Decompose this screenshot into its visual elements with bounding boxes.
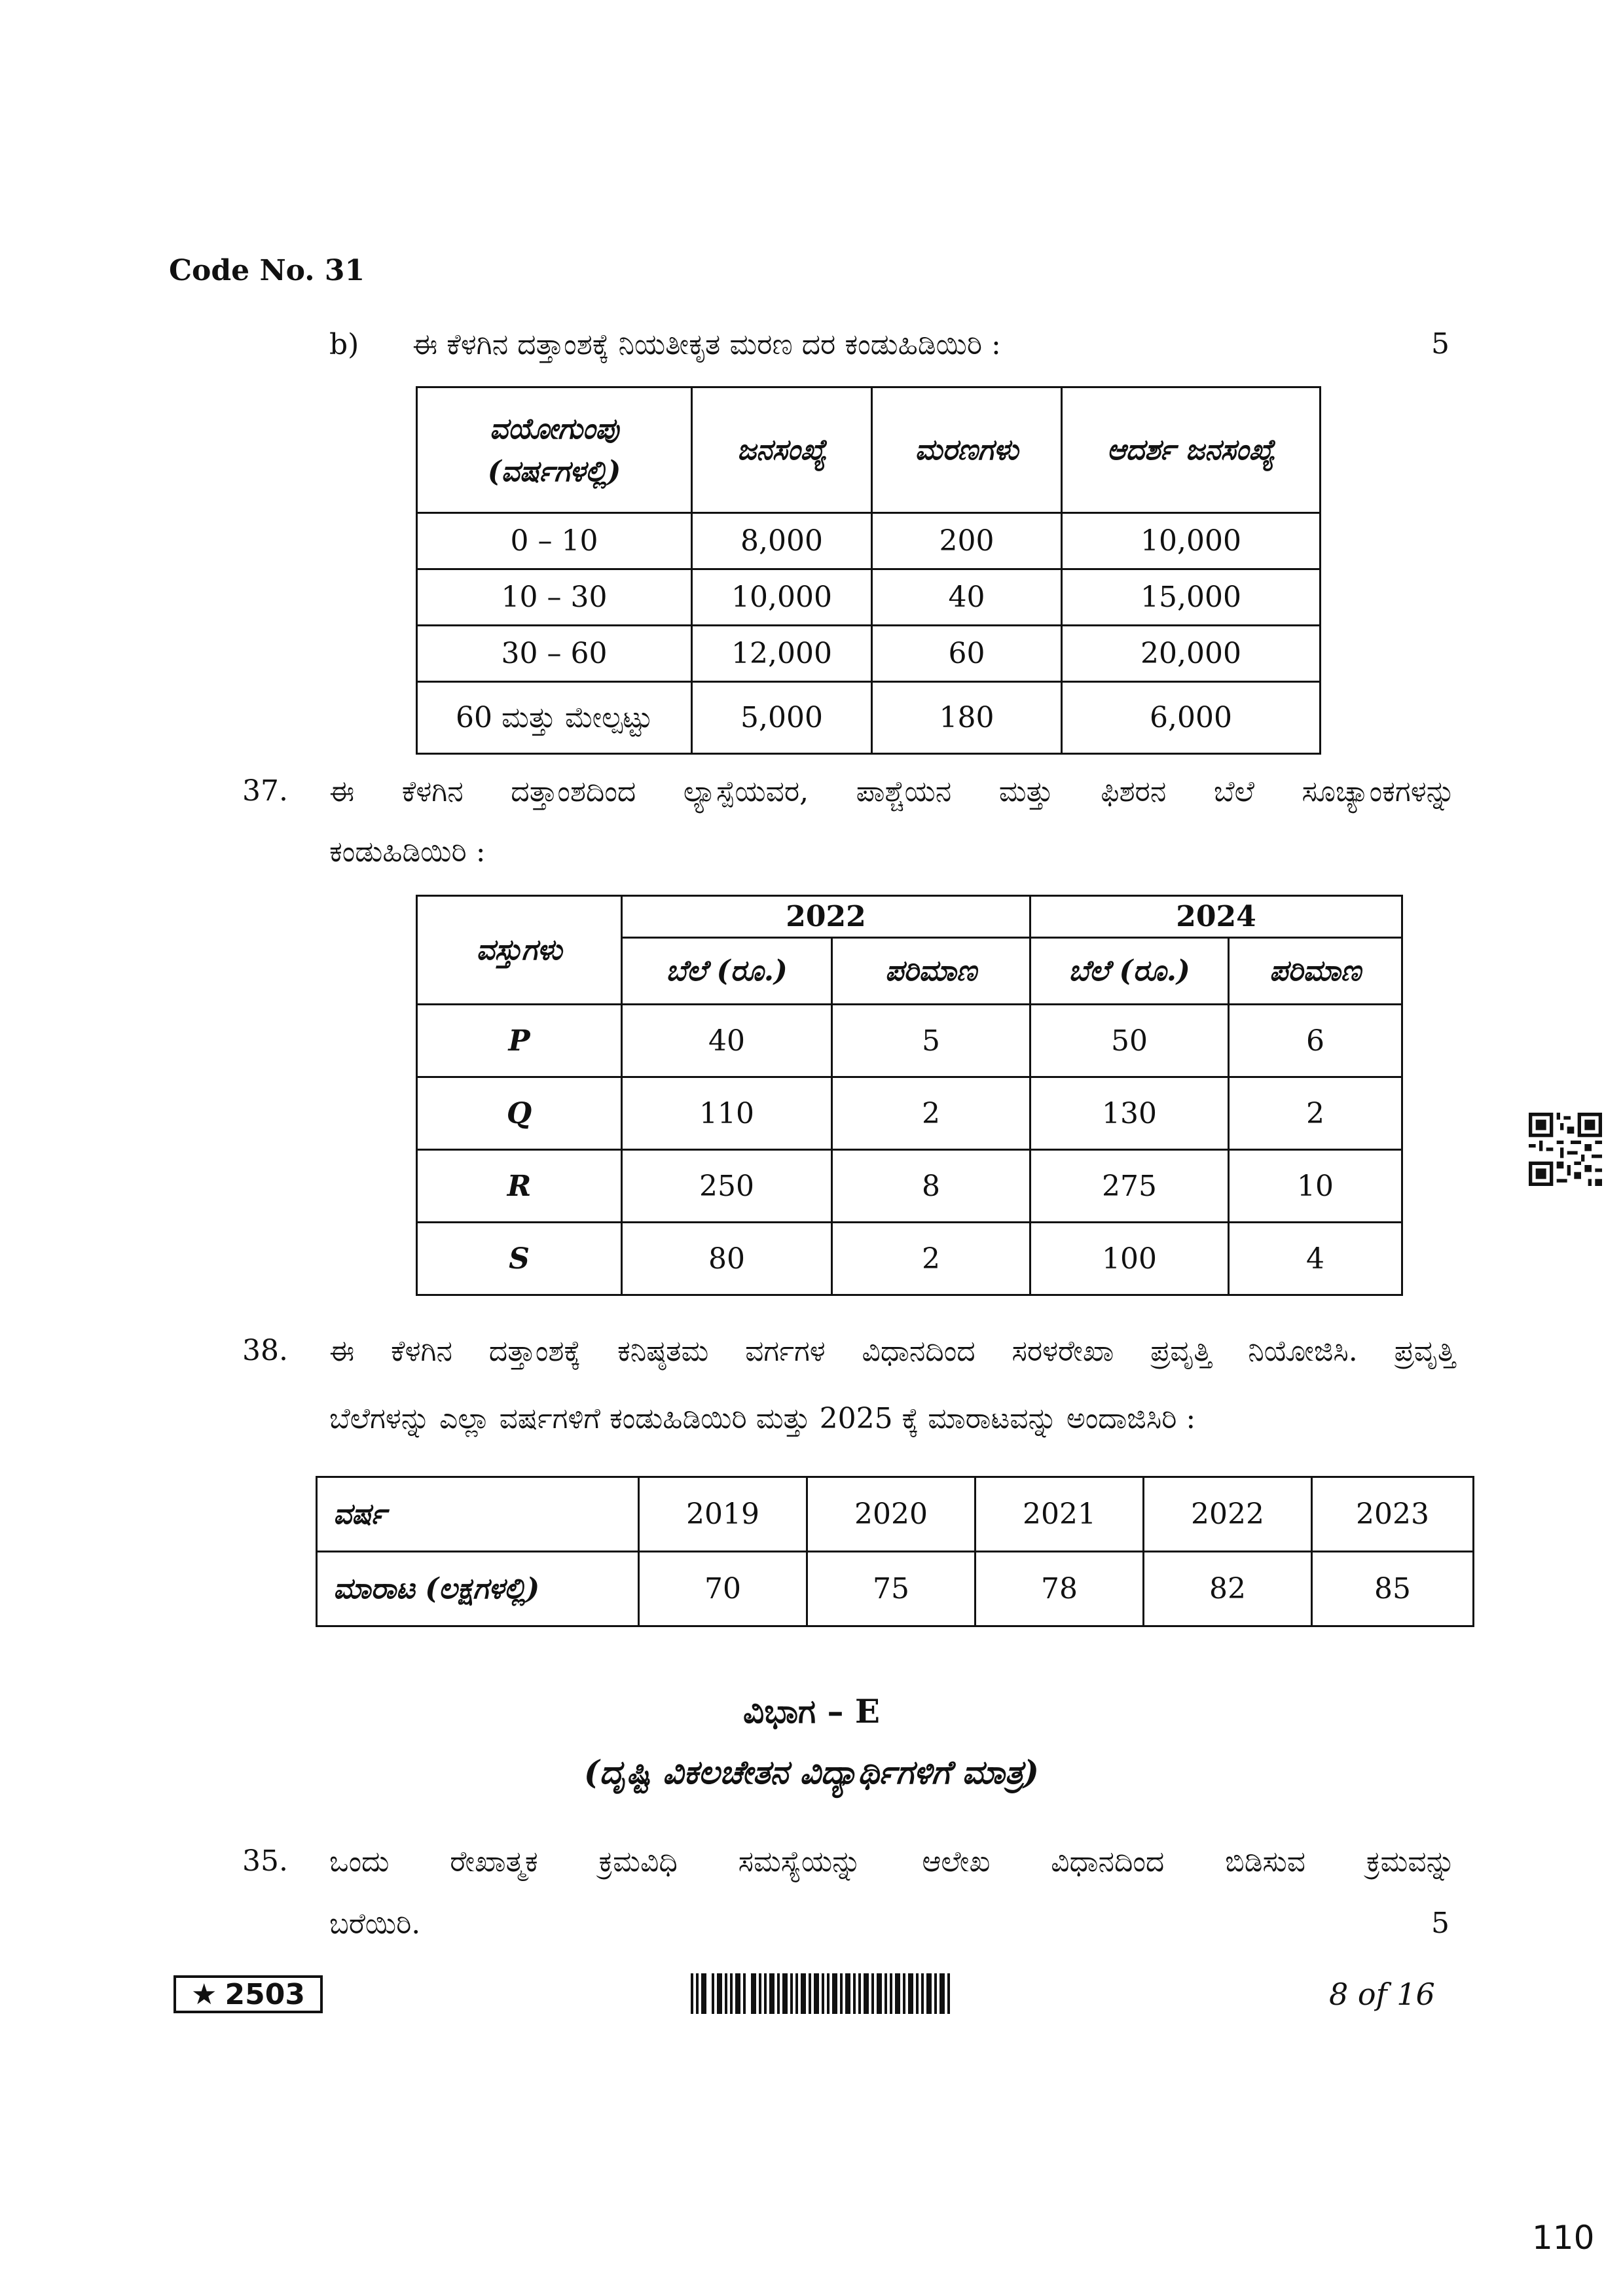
header-population: ಜನಸಂಖ್ಯೆ bbox=[692, 387, 872, 513]
q37-text-line1: ಈ ಕೆಳಗಿನ ದತ್ತಾಂಶದಿಂದ ಲ್ಯಾಸ್ಪೆಯವರ, ಪಾಶ್ಚೆಯನ ಮತ್ತು ಫಿಶರನ ಬೆಲೆ ಸೂಚ್ಯಾಂಕಗಳನ್ನು bbox=[329, 775, 1455, 808]
mortality-table bbox=[416, 386, 1321, 755]
header-qty-2022: ಪರಿಮಾಣ bbox=[832, 938, 1030, 1005]
page-number: 110 bbox=[1532, 2219, 1595, 2257]
table-row: 60 ಮತ್ತು ಮೇಲ್ಪಟ್ಟು 5,000 180 6,000 bbox=[417, 682, 1321, 754]
header-qty-2024: ಪರಿಮಾಣ bbox=[1229, 938, 1402, 1005]
table-row: Q 110 2 130 2 bbox=[417, 1077, 1402, 1150]
section-subtitle: (ದೃಷ್ಟಿ ವಿಕಲಚೇತನ ವಿದ್ಯಾರ್ಥಿಗಳಿಗೆ ಮಾತ್ರ) bbox=[584, 1753, 1039, 1791]
section-title: ವಿಭಾಗ – E bbox=[742, 1692, 881, 1731]
code-number: Code No. 31 bbox=[169, 254, 365, 287]
header-year-2022: 2022 bbox=[622, 896, 1030, 938]
header-year-2024: 2024 bbox=[1030, 896, 1402, 938]
q35-text-line2: ಬರೆಯಿರಿ. bbox=[329, 1907, 421, 1941]
header-deaths: ಮರಣಗಳು bbox=[872, 387, 1062, 513]
q36b-text: ಈ ಕೆಳಗಿನ ದತ್ತಾಂಶಕ್ಕೆ ನಿಯತೀಕೃತ ಮರಣ ದರ ಕಂಡುಹಿಡಿಯಿರಿ : bbox=[412, 328, 1001, 361]
qr-code-icon bbox=[1529, 1113, 1602, 1186]
q38-text-line2: ಬೆಲೆಗಳನ್ನು ಎಲ್ಲಾ ವರ್ಷಗಳಿಗೆ ಕಂಡುಹಿಡಿಯಿರಿ ಮತ್ತು 2025 ಕ್ಕೆ ಮಾರಾಟವನ್ನು ಅಂದಾಜಿಸಿರಿ : bbox=[329, 1402, 1196, 1435]
table-row: R 250 8 275 10 bbox=[417, 1150, 1402, 1223]
star-icon: ★ bbox=[191, 1977, 217, 2011]
header-standard-population: ಆದರ್ಶ ಜನಸಂಖ್ಯೆ bbox=[1062, 387, 1321, 513]
header-price-2024: ಬೆಲೆ (ರೂ.) bbox=[1030, 938, 1229, 1005]
q37-number: 37. bbox=[242, 774, 288, 808]
price-index-table bbox=[416, 895, 1403, 1296]
barcode-icon bbox=[691, 1973, 953, 2014]
table-row: ಮಾರಾಟ (ಲಕ್ಷಗಳಲ್ಲಿ) 70 75 78 82 85 bbox=[317, 1552, 1474, 1626]
table-row: 30 – 60 12,000 60 20,000 bbox=[417, 626, 1321, 682]
header-age-group: ವಯೋಗುಂಪು (ವರ್ಷಗಳಲ್ಲಿ) bbox=[417, 387, 692, 513]
table-row: 0 – 10 8,000 200 10,000 bbox=[417, 513, 1321, 569]
q36b-label: b) bbox=[329, 328, 359, 361]
q38-text-line1: ಈ ಕೆಳಗಿನ ದತ್ತಾಂಶಕ್ಕೆ ಕನಿಷ್ಠತಮ ವರ್ಗಗಳ ವಿಧಾನದಿಂದ ಸರಳರೇಖಾ ಪ್ರವೃತ್ತಿ ನಿಯೋಜಿಸಿ. ಪ್ರವೃತ್ತಿ bbox=[329, 1335, 1455, 1368]
table-row: P 40 5 50 6 bbox=[417, 1005, 1402, 1077]
q38-number: 38. bbox=[242, 1334, 288, 1367]
paper-code: 2503 bbox=[225, 1977, 305, 2011]
header-price-2022: ಬೆಲೆ (ರೂ.) bbox=[622, 938, 832, 1005]
table-row: 10 – 30 10,000 40 15,000 bbox=[417, 569, 1321, 626]
q35-marks: 5 bbox=[1431, 1907, 1450, 1940]
page-of-label: 8 of 16 bbox=[1329, 1977, 1435, 2012]
q37-text-line2: ಕಂಡುಹಿಡಿಯಿರಿ : bbox=[329, 835, 486, 869]
q35-text-line1: ಒಂದು ರೇಖಾತ್ಮಕ ಕ್ರಮವಿಧಿ ಸಮಸ್ಯೆಯನ್ನು ಆಲೇಖ ವಿಧಾನದಿಂದ ಬಿಡಿಸುವ ಕ್ರಮವನ್ನು bbox=[329, 1845, 1455, 1878]
table-row: ವರ್ಷ 2019 2020 2021 2022 2023 bbox=[317, 1477, 1474, 1552]
table-row: S 80 2 100 4 bbox=[417, 1223, 1402, 1295]
sales-table bbox=[316, 1476, 1474, 1627]
q35-number: 35. bbox=[242, 1844, 288, 1878]
row-label-year: ವರ್ಷ bbox=[317, 1477, 639, 1552]
q36b-marks: 5 bbox=[1431, 327, 1450, 361]
header-items: ವಸ್ತುಗಳು bbox=[417, 896, 622, 1005]
row-label-sales: ಮಾರಾಟ (ಲಕ್ಷಗಳಲ್ಲಿ) bbox=[317, 1552, 639, 1626]
paper-code-badge bbox=[173, 1975, 323, 2013]
